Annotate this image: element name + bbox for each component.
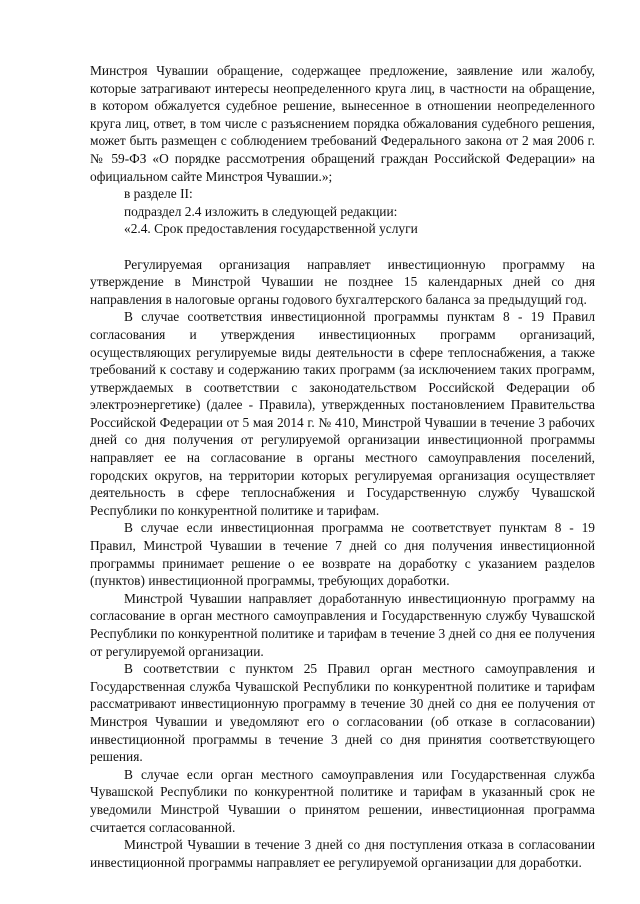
paragraph-noncompliance-case: В случае если инвестиционная программа не соответствует пунктам 8 - 19 Правил, Минстрой Чувашии в течение 7 дней со дня получения инвестиционной программы принимает решение о ее возврате на доработку с указанием разделов (пунктов) инвестиционной программы, требующих доработки. [90, 520, 595, 589]
paragraph-continuation: Минстроя Чувашии обращение, содержащее предложение, заявление или жалобу, которые затрагивают интересы неопределенного круга лиц, в частности на обращение, в котором обжалуется судебное решение, вынесенное в отношении неопределенного круга лиц, ответ, в том числе с разъяснением порядка обжалования судебного решения, может быть размещен с соблюдением требований Федерального закона от 2 мая 2006 г. № 59-ФЗ «О порядке рассмотрения обращений граждан Российской Федерации» на официальном сайте Минстроя Чувашии.»; [90, 63, 595, 184]
paragraph-subsection-instruction: подраздел 2.4 изложить в следующей редакции: [124, 203, 398, 219]
paragraph-revised-program: Минстрой Чувашии направляет доработанную инвестиционную программу на согласование в орган местного самоуправления и Государственную службу Чувашской Республики по конкурентной политике и тарифам в течение 3 дней со дня ее получения от регулируемой организации. [90, 590, 595, 659]
paragraph-section-ii: в разделе II: [124, 186, 193, 202]
paragraph-compliance-case: В случае соответствия инвестиционной программы пунктам 8 - 19 Правил согласования и утверждения инвестиционных программ организаций, осуществляющих регулируемые виды деятельности в сфере теплоснабжения, а также требований к составу и содержанию таких программ (за исключением таких программ, утверждаемых в соответствии с законодательством Российской Федерации об электроэнергетике) (далее - Правила), утвержденных постановлением Правительства Российской Федерации от 5 мая 2014 г. № 410, Минстрой Чувашии в течение 3 рабочих дней со дня получения от регулируемой организации инвестиционной программы направляет ее на согласование в органы местного самоуправления поселений, городских округов, на территории которых регулируемая организация осуществляет деятельность в сфере теплоснабжения и Государственную службу Чувашской Республики по конкурентной политике и тарифам. [90, 309, 595, 518]
paragraph-refusal-return: Минстрой Чувашии в течение 3 дней со дня поступления отказа в согласовании инвестиционной программы направляет ее регулируемой организации для доработки. [90, 837, 595, 870]
paragraph-review-period: В соответствии с пунктом 25 Правил орган местного самоуправления и Государственная служба Чувашской Республики по конкурентной политике и тарифам рассматривают инвестиционную программу в течение 30 дней со дня ее получения от Минстроя Чувашии и уведомляют его о согласовании (об отказе в согласовании) инвестиционной программы в течение 3 дней со дня принятия соответствующего решения. [90, 661, 595, 765]
paragraph-submission-deadline: Регулируемая организация направляет инвестиционную программу на утверждение в Минстрой Чувашии не позднее 15 календарных дней со дня направления в налоговые органы годового бухгалтерского баланса за предыдущий год. [90, 256, 595, 307]
paragraph-implicit-approval: В случае если орган местного самоуправления или Государственная служба Чувашской Республики по конкурентной политике и тарифам в указанный срок не уведомили Минстрой Чувашии о принятом решении, инвестиционная программа считается согласованной. [90, 766, 595, 835]
blank-line [90, 238, 595, 256]
subsection-heading: «2.4. Срок предоставления государственной услуги [124, 221, 418, 237]
document-body [90, 62, 595, 871]
